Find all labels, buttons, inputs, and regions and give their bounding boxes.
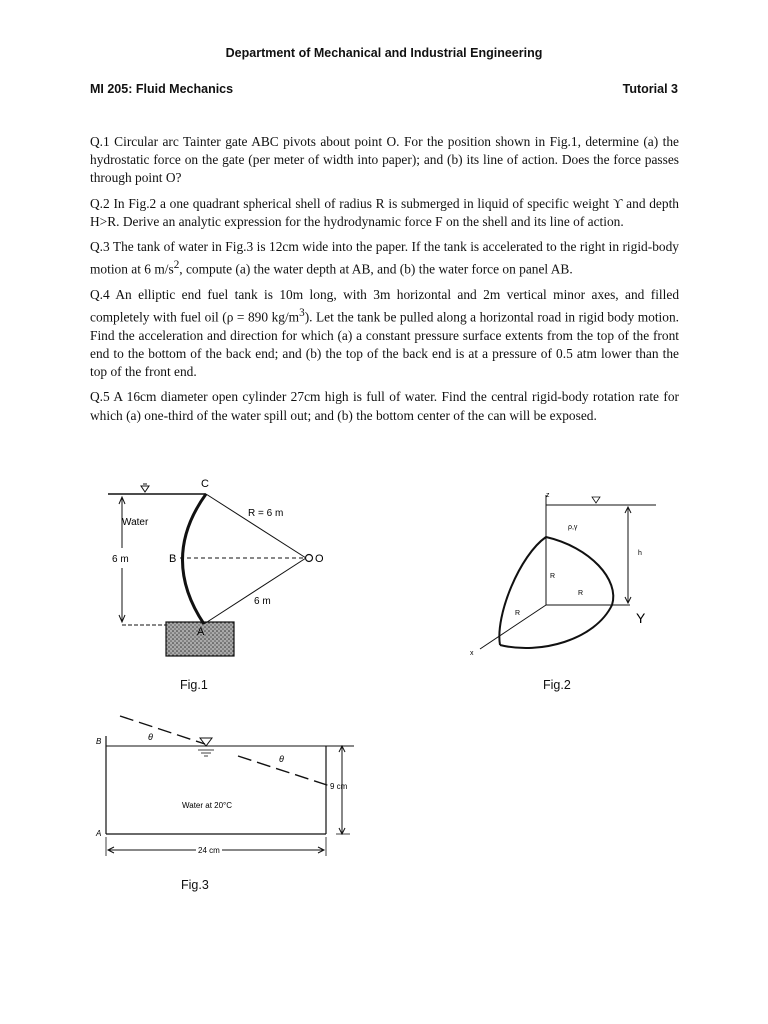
- radius-r-vertical: R: [550, 573, 556, 580]
- point-b-label: B: [169, 553, 177, 565]
- question-3: Q.3 The tank of water in Fig.3 is 12cm wide into the paper. If the tank is accelerated to the right in rigid-body motion at 6 $m/s^2$, compute (a) the water depth at AB, and (b) the water force on panel AB.: [90, 239, 679, 277]
- figure-2-spherical-shell: [460, 485, 660, 660]
- radius-r-horizontal: R: [578, 590, 584, 597]
- y-axis-label: Y: [636, 610, 646, 626]
- depth-h-label: h: [638, 550, 642, 557]
- pivot-point-o: [306, 555, 313, 562]
- department-title: Department of Mechanical and Industrial Engineering: [225, 46, 543, 60]
- point-b-label: B: [96, 737, 102, 746]
- point-c-label: C: [201, 478, 209, 490]
- question-2: Q.2 In Fig.2 a one quadrant spherical shell of radius R is submerged in liquid of specific weight ϒ and depth H>R. Derive an analytic expression for the hydrodynamic force F on the shell and its line of action.: [90, 195, 679, 229]
- tutorial-number: Tutorial 3: [622, 82, 678, 96]
- width-dimension-label: 24 cm: [198, 846, 220, 855]
- fig1-caption: Fig.1: [180, 678, 208, 692]
- course-title: MI 205: Fluid Mechanics: [90, 82, 234, 96]
- water-temperature-label: Water at 20°C: [182, 801, 233, 810]
- fig1-depth-label: 6 m: [112, 554, 129, 565]
- figure-1-tainter-gate: [100, 470, 340, 660]
- rho-gamma-label: ρ,γ: [568, 524, 578, 531]
- fig3-caption: Fig.3: [181, 878, 209, 892]
- point-o-label: O: [315, 553, 324, 565]
- free-surface-marker-icon: [200, 738, 212, 746]
- fig1-lower-dimension-label: 6 m: [254, 596, 271, 607]
- height-dimension-label: 9 cm: [330, 782, 348, 791]
- question-list: [90, 133, 679, 432]
- figure-3-accelerating-tank: [90, 710, 370, 860]
- radius-r-oblique: R: [515, 610, 521, 617]
- z-axis-label: z: [546, 492, 550, 499]
- radius-label: R = 6 m: [248, 508, 284, 519]
- free-surface-marker-icon: [592, 497, 600, 503]
- shell-edge-xz: [499, 537, 546, 645]
- free-surface-marker-icon: [141, 486, 149, 492]
- tainter-gate-arc: [182, 494, 206, 624]
- point-a-label: A: [96, 829, 102, 838]
- question-1: Q.1 Circular arc Tainter gate ABC pivots about point O. For the position shown in Fig.1, determine (a) the hydrostatic force on the gate (per meter of width into paper); and (b) its line of action. Does the force passes through point O?: [90, 134, 679, 186]
- theta-label-left: θ: [148, 732, 153, 742]
- theta-label-right: θ: [279, 754, 284, 764]
- point-a-label: A: [197, 626, 205, 638]
- fig2-caption: Fig.2: [543, 678, 571, 692]
- x-axis-label: x: [470, 650, 474, 657]
- question-5: Q.5 A 16cm diameter open cylinder 27cm high is full of water. Find the central rigid-body rotation rate for which (a) one-third of the water spill out; and (b) the bottom center of the can will be exposed.: [90, 389, 679, 423]
- question-4: Q.4 An elliptic end fuel tank is 10m long, with 3m horizontal and 2m vertical minor axes, and filled completely with fuel oil (ρ = 890 $kg/m^3$). Let the tank be pulled along a horizontal road in rigid body motion. Find the acceleration and direction for which (a) a constant pressure surface extents from the top of the front end to the bottom of the back end; and (b) the top of the back end is at a pressure of 0.5 atm lower than the top of the front end.: [90, 286, 680, 380]
- fig1-water-label: Water: [122, 517, 149, 528]
